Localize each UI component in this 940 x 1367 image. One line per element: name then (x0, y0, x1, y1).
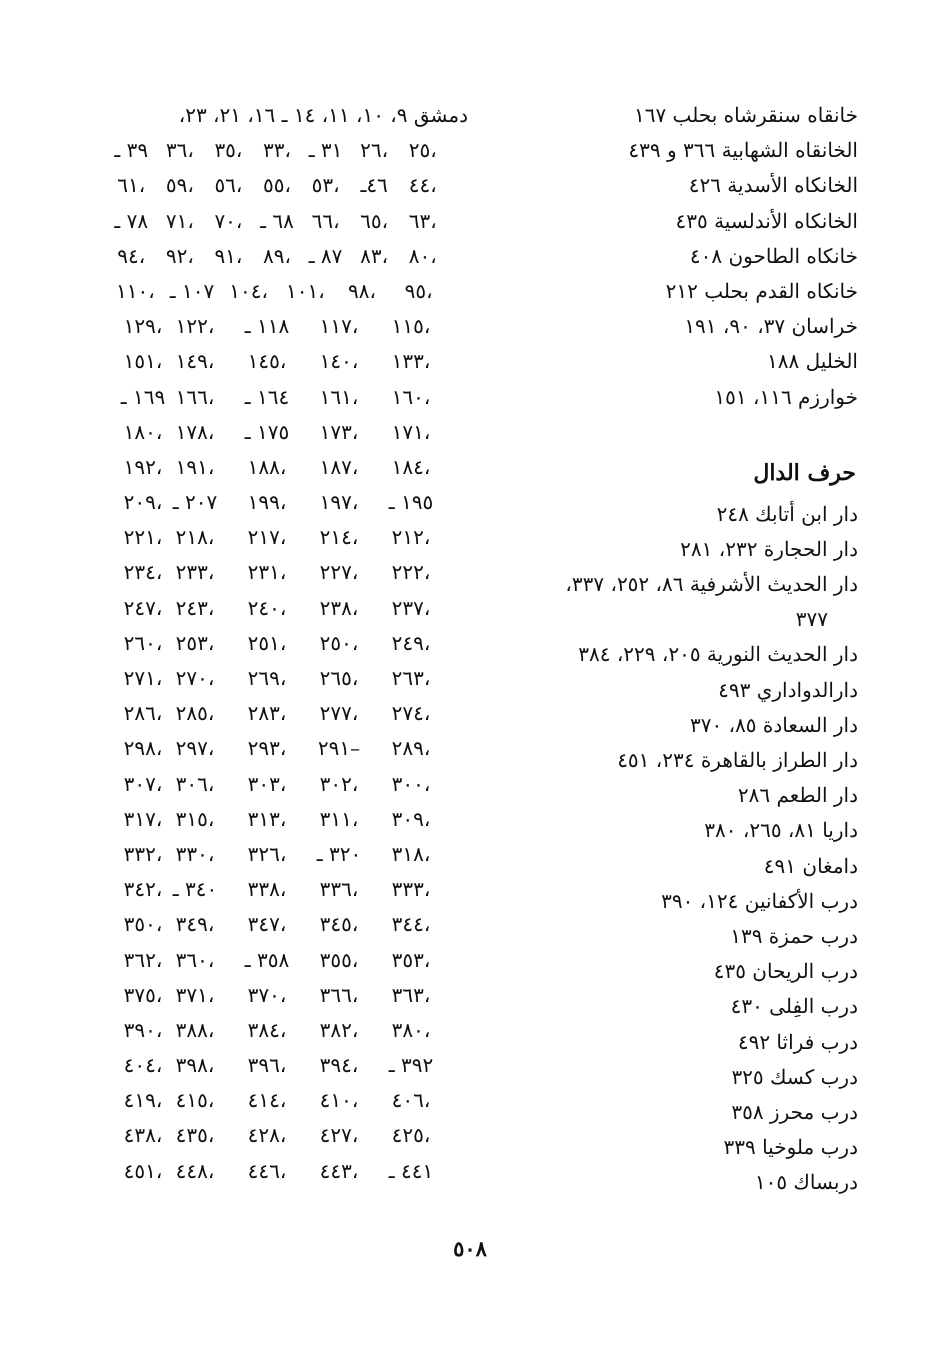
page-ref: ٣٣٦، (319, 877, 359, 902)
page-ref: ٣٢٠ ـ (316, 841, 362, 866)
page-ref: ٢١٧، (247, 525, 287, 550)
page-ref: ٣٦، (165, 138, 194, 163)
page-ref: ٣٤٢، (123, 877, 163, 902)
index-entry: دار الطراز بالقاهرة ٢٣٤، ٤٥١ (617, 748, 858, 772)
page-ref: ٤٤٦، (247, 1158, 287, 1183)
page-ref: ٢٩٧، (175, 736, 215, 761)
page-ref: ٢٦، (360, 138, 389, 163)
index-entry: ٣٧٧ (795, 607, 828, 632)
page-ref: ٩٥، (404, 278, 433, 303)
page-ref: ٣٩٨، (175, 1053, 215, 1078)
index-entry: درب محرز ٣٥٨ (731, 1099, 858, 1124)
page-ref: ٣١٣، (247, 806, 287, 831)
page-ref: ٣٤٤، (391, 912, 431, 937)
page-number: ٥٠٨ (453, 1236, 487, 1261)
number-row (108, 767, 448, 802)
page-ref: ٢٠٩، (123, 490, 163, 515)
page-ref: ٦٣، (408, 208, 437, 233)
number-row (108, 1048, 448, 1083)
index-entry: دار الحديث الأشرفية ٨٦، ٢٥٢، ٣٣٧، (565, 572, 858, 597)
index-entry: دار الطعم ٢٨٦ (737, 783, 858, 808)
page-ref: ٢٣٣، (175, 560, 215, 585)
page-ref: ٦٦، (311, 208, 340, 233)
page-ref: ٤٢٨، (247, 1123, 287, 1148)
page-ref: ٣٨٠، (391, 1017, 431, 1042)
page-ref: ١٠١، (285, 278, 325, 303)
page-ref: ٤٣٥، (175, 1123, 215, 1148)
page-ref: ٣٦٠، (175, 947, 215, 972)
page-ref: ١٠٤، (229, 278, 268, 303)
page-ref: ٤٤، (408, 173, 437, 198)
number-row (108, 837, 448, 872)
index-entry: دار الحديث النورية ٢٠٥، ٢٢٩، ٣٨٤ (578, 642, 858, 667)
page-ref: ٢٥، (408, 138, 437, 163)
number-row (108, 344, 448, 379)
page-ref: ٢٨٩، (391, 736, 431, 761)
number-row (108, 485, 448, 520)
page-ref: ٣٦٦، (319, 982, 359, 1007)
page-ref: ٣٥٨ ـ (244, 947, 290, 972)
page-ref: ٤٤١ ـ (388, 1158, 434, 1183)
number-row (108, 555, 448, 590)
page-ref: ٣٥٣، (391, 947, 431, 972)
page-ref: ١٤٥، (247, 349, 287, 374)
page-ref: ٤٢٥، (391, 1123, 431, 1148)
page-ref: ١٧٣، (319, 419, 359, 444)
page-ref: ٢١٤، (319, 525, 359, 550)
number-row (108, 520, 448, 555)
page-ref: ٧٨ ـ (114, 208, 149, 233)
page-ref: ٤٤٣، (319, 1158, 359, 1183)
page-ref: ٨٠، (408, 243, 437, 268)
page-ref: ٨٣، (360, 243, 389, 268)
number-row (108, 1083, 448, 1118)
number-row (108, 943, 448, 978)
page-ref: ٣٩٤، (319, 1053, 359, 1078)
page-ref: ٢٨٥، (175, 701, 215, 726)
page-ref: ٢٦٠، (123, 630, 163, 655)
page-ref: ٤٦ـ (360, 173, 388, 198)
index-entry: دربساك ١٠٥ (754, 1170, 858, 1195)
page-ref: ٣٥، (214, 138, 243, 163)
page-ref: ٣٨٢، (319, 1017, 359, 1042)
page-ref: ١٦٩ ـ (120, 384, 166, 409)
page-ref: ٩٨، (348, 278, 376, 303)
page-ref: ٢٣٧، (391, 595, 431, 620)
page-ref: ٧٠، (214, 208, 243, 233)
page-ref: ٢٧٤، (391, 701, 431, 726)
page-ref: ٣١٥، (175, 806, 215, 831)
number-row (108, 907, 448, 942)
page-ref: ٣٣٨، (247, 877, 287, 902)
number-row (108, 239, 448, 274)
page-ref: ٧١، (165, 208, 194, 233)
page-ref: ٥٩، (165, 173, 194, 198)
page-ref: ٢٤٠، (247, 595, 287, 620)
page-ref: ٢١٢، (391, 525, 431, 550)
page-ref: ٦١، (117, 173, 146, 198)
page-ref: ١١٠، (115, 278, 155, 303)
index-entry: خوارزم ١١٦، ١٥١ (714, 384, 858, 409)
index-entry: درب الأكفانين ١٢٤، ٣٩٠ (661, 888, 858, 913)
index-entry: درب الريحان ٤٣٥ (713, 959, 858, 984)
number-row (108, 731, 448, 766)
page-ref: ١٩٢، (123, 454, 163, 479)
page-ref: ٥٦، (214, 173, 243, 198)
page-ref: ٣٣٠، (175, 841, 215, 866)
page-ref: ٣٧١، (175, 982, 215, 1007)
page-ref: ٢٣٨، (319, 595, 359, 620)
page-ref: ٨٩، (263, 243, 291, 268)
page-ref: ٦٨ ـ (260, 208, 294, 233)
kha-entries (428, 98, 858, 415)
page-ref: ١٨٧، (319, 454, 359, 479)
index-entry: دار الحجارة ٢٣٢، ٢٨١ (680, 536, 858, 561)
page-ref: ٣٥٥، (319, 947, 359, 972)
index-entry: خانكاه القدم بحلب ٢١٢ (665, 278, 858, 303)
page-ref: ٣٤٩، (175, 912, 215, 937)
page-ref: ٣٤٥، (319, 912, 359, 937)
number-row (108, 1118, 448, 1153)
page-ref: ٣٦٣، (391, 982, 431, 1007)
index-entry: خانقاه سنقرشاه بحلب ١٦٧ (633, 103, 858, 127)
page-ref: ٢٥٠، (319, 630, 359, 655)
page-ref: ٣٠٠، (391, 771, 431, 796)
page-ref: ١٤٩، (175, 349, 215, 374)
number-row (108, 802, 448, 837)
section-heading-dal: حرف الدال (753, 459, 856, 486)
page-ref: ١٥١، (123, 349, 163, 374)
page-ref: ٢١٨، (175, 525, 215, 550)
page-ref: ٢٤٣، (175, 595, 215, 620)
page-ref: ٣٧٠، (247, 982, 287, 1007)
page-ref: ١٧٨، (175, 419, 215, 444)
index-entry: دامغان ٤٩١ (763, 853, 858, 878)
number-row (108, 274, 448, 309)
page-ref: ٩٢، (165, 243, 194, 268)
page-ref: ٢٨٦، (123, 701, 163, 726)
page-ref: ٥٣، (311, 173, 340, 198)
page-ref: ١٦٦، (175, 384, 215, 409)
index-entry: الخانكاه الأندلسية ٤٣٥ (675, 208, 858, 233)
page-ref: ١٦١، (319, 384, 359, 409)
page-ref: ٤٤٨، (175, 1158, 215, 1183)
number-row (108, 1154, 448, 1189)
index-entry: الخليل ١٨٨ (767, 349, 858, 374)
page-ref: ٤٠٤، (123, 1053, 163, 1078)
page-ref: ٣٨٤، (247, 1017, 287, 1042)
page-ref: ١١٨ ـ (244, 314, 290, 339)
page-ref: ٣٠٢، (319, 771, 359, 796)
page-ref: ٣٠٦، (175, 771, 215, 796)
index-entry: الخانقاه الشهابية ٣٦٦ و ٤٣٩ (628, 138, 858, 163)
index-entry: درب فراثا ٤٩٢ (737, 1029, 858, 1054)
page-ref: ١٢٩، (123, 314, 163, 339)
page-ref: ١٢٢، (175, 314, 215, 339)
page-ref: ٢٠٧ ـ (172, 490, 218, 515)
page-ref: ٢٤٧، (123, 595, 163, 620)
page-ref: ٢٣٤، (123, 560, 163, 585)
page-ref: ٢٢١، (123, 525, 163, 550)
page-ref: ٩١، (214, 243, 243, 268)
page-ref: ٥٥، (263, 173, 291, 198)
number-row (108, 978, 448, 1013)
page-ref: ٢٧١، (123, 666, 163, 690)
index-entry: درب الفِلى ٤٣٠ (730, 994, 858, 1019)
page-ref: ٤٣٨، (123, 1123, 163, 1148)
index-entry: خانكاه الطاحون ٤٠٨ (689, 243, 858, 268)
page-ref: ٣٦٢، (123, 947, 163, 972)
number-row (108, 380, 448, 415)
page-ref: ٤٠٦، (391, 1088, 431, 1113)
page-ref: ١٦٤ ـ (244, 384, 290, 409)
page-ref: ٢٧٧، (319, 701, 359, 726)
page-ref: ١٩٩، (247, 490, 287, 515)
page-ref: ٣٧٥، (123, 982, 163, 1007)
index-entry: الخانكاه الأسدية ٤٢٦ (688, 173, 858, 198)
page-ref: ٣٣٣، (391, 877, 431, 902)
page-ref: ١١٥، (391, 314, 431, 339)
page-ref: ٢٩٨، (123, 736, 163, 761)
page-ref: ١٩٥ ـ (388, 490, 434, 515)
page-ref: ١٩١، (175, 454, 215, 479)
page-ref: ٤١٠، (319, 1088, 359, 1113)
number-row (108, 591, 448, 626)
number-row (108, 168, 448, 203)
page-ref: ٢٦٩، (247, 666, 287, 690)
number-row (108, 204, 448, 239)
page-ref: ٤١٤، (247, 1088, 287, 1113)
page-ref: ١٩٧، (319, 490, 359, 515)
number-row (108, 872, 448, 907)
page-ref: ١٤٠، (319, 349, 359, 374)
page-ref: ٤٢٧، (319, 1123, 359, 1148)
page-ref: ٢٩١– (317, 736, 361, 761)
page-ref: ١٧٥ ـ (244, 419, 290, 444)
page-ref: ٢٦٥، (319, 666, 359, 690)
page-ref: ١٨٠، (123, 419, 163, 444)
page-ref: ٦٥، (360, 208, 389, 233)
number-row (108, 450, 448, 485)
page-ref: ٢٨٣، (247, 701, 287, 726)
page-ref: ١٦٠، (391, 384, 431, 409)
page-ref: ٣٠٩، (391, 806, 431, 831)
page-ref: ٢٥٣، (175, 630, 215, 655)
page-ref: ٣٠٣، (247, 771, 287, 796)
page-ref: ٣١٧، (123, 806, 163, 831)
page-ref: ١٧١، (391, 419, 431, 444)
page-ref: ٣١ ـ (308, 138, 343, 163)
page-ref: ٢٧٠، (175, 666, 215, 690)
number-row (108, 309, 448, 344)
page-ref: ٢٥١، (247, 630, 287, 655)
index-entry: درب حمزة ١٣٩ (730, 923, 858, 948)
page-ref: ٣٩٦، (247, 1053, 287, 1078)
page-ref: ٣٣٢، (123, 841, 163, 866)
page-ref: ٢٩٣، (247, 736, 287, 761)
page-ref: ٨٧ ـ (308, 243, 343, 268)
page-ref: ١٨٤، (391, 454, 431, 479)
number-row (108, 661, 448, 696)
page-ref: ٤٥١، (123, 1158, 163, 1183)
page-ref: ٣٢٦، (247, 841, 287, 866)
number-row (108, 1013, 448, 1048)
page-ref: ٣٩ ـ (114, 138, 149, 163)
page-ref: ٣٥٠، (123, 912, 163, 937)
page-ref: ٣٩٢ ـ (388, 1053, 434, 1078)
right-column (428, 98, 858, 1200)
page-ref: ٣٤٠ ـ (172, 877, 218, 902)
page-ref: ٢٣١، (247, 560, 287, 585)
index-entry: درب كسك ٣٢٥ (731, 1064, 858, 1089)
dal-entries (428, 497, 858, 1201)
page-ref: ٣١٨، (391, 841, 431, 866)
page-ref: ٩٤، (117, 243, 146, 268)
page-ref: ٣٠٧، (123, 771, 163, 796)
index-entry: خراسان ٣٧، ٩٠، ١٩١ (684, 314, 858, 339)
page-ref: ١٨٨، (247, 454, 287, 479)
page-ref: ٤١٥، (175, 1088, 215, 1113)
page-ref: ٢٢٧، (319, 560, 359, 585)
number-row (108, 696, 448, 731)
number-row (108, 415, 448, 450)
page-ref: ٣٨٨، (175, 1017, 215, 1042)
dimashq-entry-first-line: دمشق ٩، ١٠، ١١، ١٤ ـ ١٦، ٢١، ٢٣، (178, 103, 468, 127)
page-ref: ١١٧، (319, 314, 359, 339)
index-entry: دار ابن أتابك ٢٤٨ (716, 501, 858, 526)
page-ref: ٢٤٩، (391, 630, 431, 655)
page-ref: ٣٩٠، (123, 1017, 163, 1042)
page-ref: ٣٣، (263, 138, 291, 163)
number-row (108, 626, 448, 661)
page-ref: ٢٢٢، (391, 560, 431, 585)
index-entry: داريا ٨١، ٢٦٥، ٣٨٠ (704, 818, 858, 843)
page-ref: ٣٤٧، (247, 912, 287, 937)
dimashq-page-numbers (108, 98, 448, 1189)
page-ref: ١٠٧ ـ (169, 278, 215, 303)
page-ref: ٢٦٣، (391, 666, 431, 690)
page-ref: ٣١١، (319, 806, 359, 831)
index-entry: درب ملوخيا ٣٣٩ (723, 1135, 858, 1160)
page-ref: ٤١٩، (123, 1088, 163, 1113)
page-ref: ١٣٣، (391, 349, 431, 374)
number-row (108, 133, 448, 168)
index-entry: دار السعادة ٨٥، ٣٧٠ (690, 712, 858, 737)
index-entry: دارالدواداري ٤٩٣ (718, 677, 858, 702)
